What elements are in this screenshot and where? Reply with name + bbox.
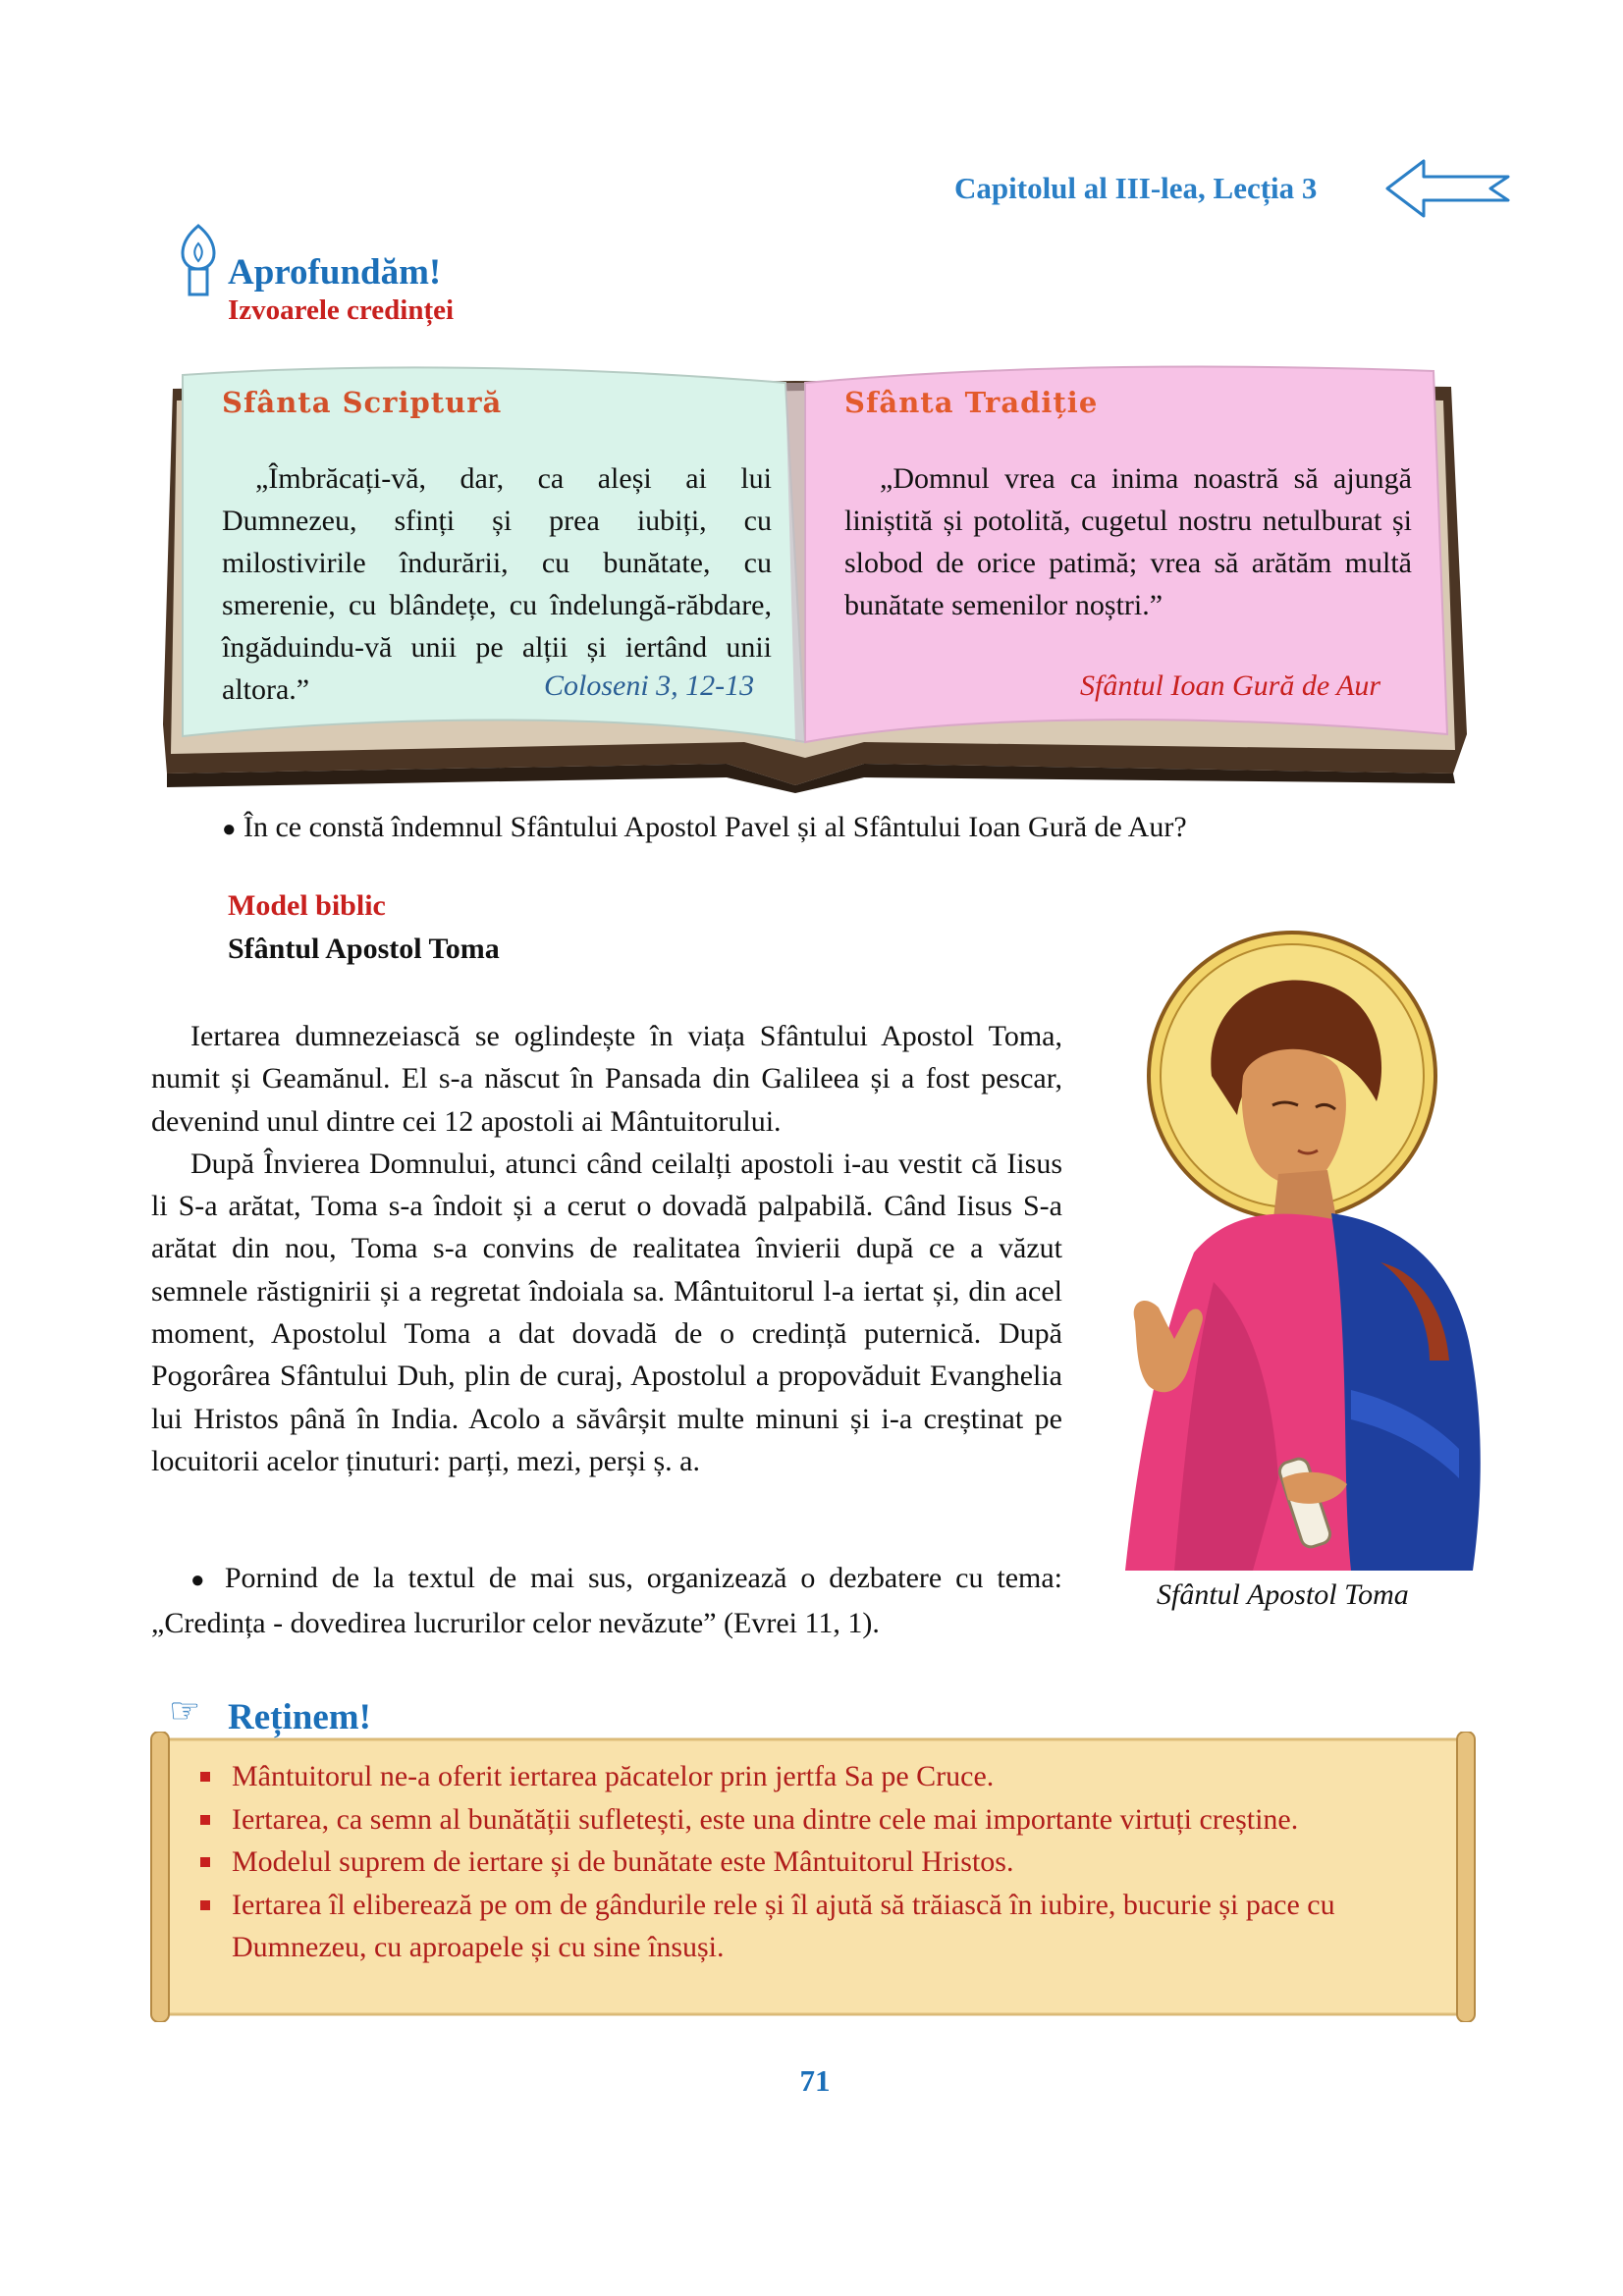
task-text: Pornind de la textul de mai sus, organizează o dezbatere cu tema: „Credința - dovedirea lucrurilor celor nevăzute” (Evrei 11, 1). [151,1562,1063,1639]
list-item: Iertarea îl eliberează pe om de gândurile rele și îl ajută să trăiască în iubire, bucurie și pace cu Dumnezeu, cu aproapele și cu sine însuși. [196,1884,1453,1969]
chapter-lesson-title: Capitolul al III-lea, Lecția 3 [954,171,1318,205]
story-text [151,1015,1062,1482]
page-number: 71 [799,2063,831,2098]
scripture-quote-text: „Îmbrăcați-vă, dar, ca aleși ai lui Dumnezeu, sfinți și prea iubiți, cu milostivirile îndurării, cu bunătate, cu smerenie, cu blândețe, cu îndelungă-răbdare, îngăduindu-vă unii pe alții și iertând unii altora.” [222,462,772,706]
model-name: Sfântul Apostol Toma [228,933,500,965]
tradition-quote-text: „Domnul vrea ca inima noastră să ajungă liniștită și potolită, cugetul nostru netulburat și slobod de orice patimă; vrea să arătăm multă bunătate semenilor noștri.” [844,462,1412,621]
discussion-question [222,811,1187,844]
scripture-heading: Sfânta Scriptură [222,386,503,419]
section-title: Aprofundăm! [228,252,442,293]
debate-task [151,1557,1062,1645]
section-subtitle: Izvoarele credinței [228,294,455,326]
candle-icon [173,222,224,296]
saint-thomas-icon-image [1106,929,1494,1571]
model-label: Model biblic [228,889,386,922]
tradition-quote [844,457,1412,626]
retain-list [196,1755,1453,1969]
list-item: Iertarea, ca semn al bunătății sufletești, este una dintre cele mai importante virtuți creștine. [196,1798,1453,1842]
left-arrow-outline-icon[interactable] [1384,157,1512,220]
story-paragraph: După Învierea Domnului, atunci când ceilalți apostoli i-au vestit că Iisus li S-a arătat, Toma s-a îndoit și a cerut o dovadă palpabilă. Când Iisus S-a arătat din nou, Toma s-a convins de realitatea învierii după ce a văzut semnele răstignirii și a regretat îndoiala sa. Mântuitorul l-a iertat și, din acel moment, Apostolul Toma a dat dovadă de o credință puternică. După Pogorârea Sfântului Duh, plin de curaj, Apostolul a propovăduit Evanghelia lui Hristos până în India. Acolo a săvârșit multe minuni și i-a creștinat pe locuitorii acelor ținuturi: parți, mezi, perși ș. a. [151,1147,1062,1477]
pointing-hand-icon: ☞ [169,1691,201,1731]
bullet-icon: ● [222,817,237,842]
tradition-reference: Sfântul Ioan Gură de Aur [1080,669,1381,702]
retain-title: Reținem! [228,1697,371,1737]
bullet-icon: ● [190,1568,211,1593]
tradition-heading: Sfânta Tradiție [844,386,1099,419]
question-text: În ce constă îndemnul Sfântului Apostol Pavel și al Sfântului Ioan Gură de Aur? [243,811,1187,843]
image-caption: Sfântul Apostol Toma [1157,1578,1409,1611]
list-item: Mântuitorul ne-a oferit iertarea păcatelor prin jertfa Sa pe Cruce. [196,1755,1453,1798]
list-item: Modelul suprem de iertare și de bunătate este Mântuitorul Hristos. [196,1841,1453,1884]
scripture-reference: Coloseni 3, 12-13 [544,669,755,702]
story-paragraph: Iertarea dumnezeiască se oglindește în viața Sfântului Apostol Toma, numit și Geamănul. El s-a născut în Pansada din Galileea și a fost pescar, devenind unul dintre cei 12 apostoli ai Mântuitorului. [151,1020,1062,1138]
